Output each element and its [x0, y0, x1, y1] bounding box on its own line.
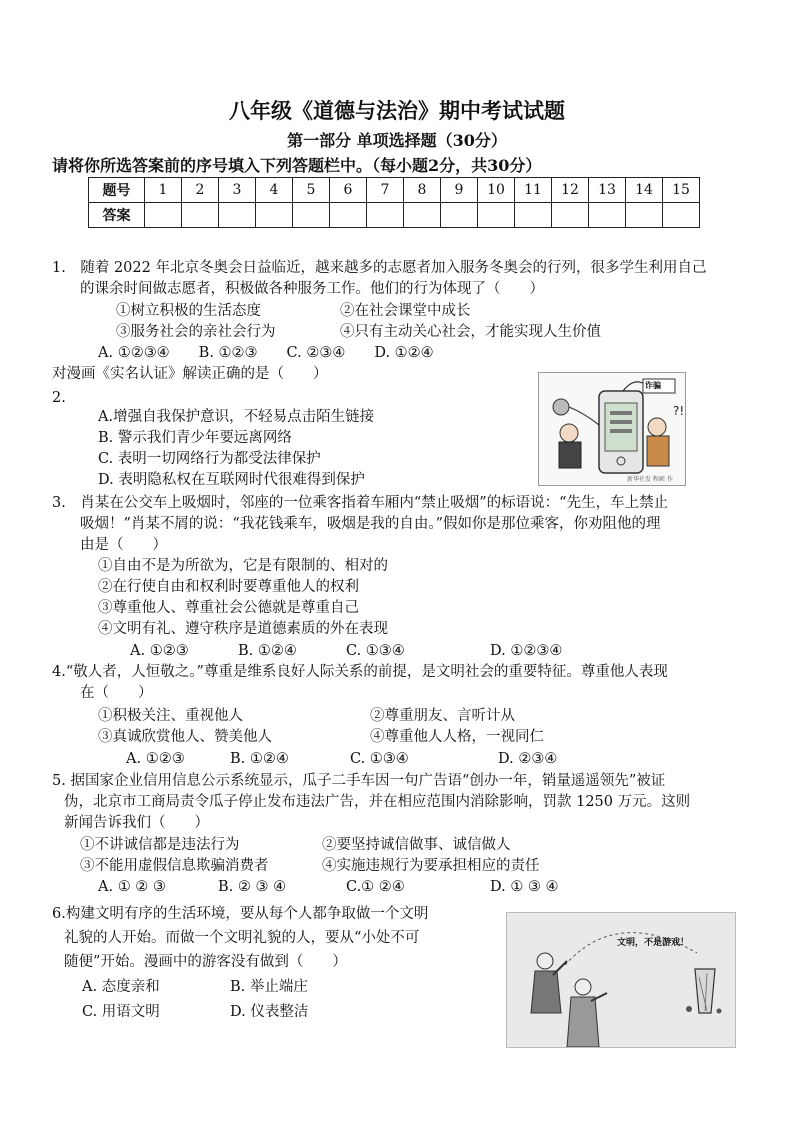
q5-stem-line3: 新闻告诉我们（ ） [64, 815, 209, 831]
q5-option-c: C.① ②④ [346, 879, 405, 895]
q1-choices: A. ①②③④ B. ①②③ C. ②③④ D. ①②④ [98, 345, 434, 361]
answer-cell[interactable] [626, 203, 663, 228]
q4-stem-line1: 4.“敬人者，人恒敬之。”尊重是维系良好人际关系的前提，是文明社会的重要特征。尊重他人表现 [52, 664, 668, 680]
q3-stem-line1: 3. 肖某在公交车上吸烟时，邻座的一位乘客指着车厢内“禁止吸烟”的标语说：“先生，车上禁止 [52, 495, 669, 511]
question-number-cell: 6 [330, 178, 367, 203]
q6-option-b: B. 举止端庄 [230, 979, 308, 995]
page-title: 八年级《道德与法治》期中考试试题 [229, 98, 565, 123]
answer-cell[interactable] [441, 203, 478, 228]
question-number-cell: 4 [256, 178, 293, 203]
answer-cell[interactable] [515, 203, 552, 228]
q4-option-d: D. ②③④ [498, 751, 558, 767]
q6-cartoon-label: 文明，不是游戏！ [617, 938, 690, 948]
q6-option-d: D. 仪表整洁 [230, 1004, 309, 1020]
answer-cell[interactable] [478, 203, 515, 228]
q1-statement-4: ④只有主动关心社会，才能实现人生价值 [340, 324, 601, 340]
q2-cartoon-label: 诈骗 [645, 381, 661, 390]
q3-option-c: C. ①③④ [346, 643, 405, 659]
instruction-text: 请将你所选答案前的序号填入下列答题栏中。（每小题2分，共30分） [52, 156, 542, 175]
q2-cartoon [538, 372, 686, 486]
q2-option-d: D. 表明隐私权在互联网时代很难得到保护 [98, 472, 365, 488]
q5-option-b: B. ② ③ ④ [218, 879, 287, 895]
question-number-cell: 15 [663, 178, 700, 203]
q5-stem-line1: 5. 据国家企业信用信息公示系统显示，瓜子二手车因一句广告语“创办一年，销量遥遥领先”被证 [52, 773, 666, 789]
svg-text:?!: ?! [673, 404, 685, 418]
q2-cartoon-credit: 新华社发 程硕 作 [627, 476, 673, 483]
answer-table-number-head: 题号 [89, 178, 145, 203]
question-number-cell: 11 [515, 178, 552, 203]
question-number-cell: 13 [589, 178, 626, 203]
q3-option-b: B. ①②④ [238, 643, 297, 659]
question-number-cell: 10 [478, 178, 515, 203]
q3-stem-line2: 吸烟！”肖某不屑的说：“我花钱乘车，吸烟是我的自由。”假如你是那位乘客，你劝阻他的理 [80, 516, 661, 532]
q5-statement-3: ③不能用虚假信息欺骗消费者 [80, 858, 269, 874]
q4-option-c: C. ①③④ [350, 751, 409, 767]
q3-statement-4: ④文明有礼、遵守秩序是道德素质的外在表现 [98, 621, 388, 637]
question-number-cell: 2 [182, 178, 219, 203]
q2-option-a: A.增强自我保护意识，不轻易点击陌生链接 [98, 409, 375, 425]
answer-table-answer-row [89, 203, 700, 228]
q1-stem-line2: 的课余时间做志愿者，积极做各种服务工作。他们的行为体现了（ ） [80, 281, 544, 297]
q2-option-c: C. 表明一切网络行为都受法律保护 [98, 451, 321, 467]
q4-option-b: B. ①②④ [230, 751, 289, 767]
q1-stem-line1: 1. 随着 2022 年北京冬奥会日益临近，越来越多的志愿者加入服务冬奥会的行列，很多学生利用自己 [52, 260, 707, 276]
answer-cell[interactable] [663, 203, 700, 228]
answer-cell[interactable] [589, 203, 626, 228]
answer-cell[interactable] [145, 203, 182, 228]
q6-stem-line2: 礼貌的人开始。而做一个文明礼貌的人，要从“小处不可 [64, 930, 420, 946]
q2-stem: 对漫画《实名认证》解读正确的是（ ） [52, 366, 328, 382]
question-number-cell: 7 [367, 178, 404, 203]
q6-option-a: A. 态度亲和 [82, 979, 160, 995]
q5-option-d: D. ① ③ ④ [490, 879, 559, 895]
answer-cell[interactable] [404, 203, 441, 228]
q4-stem-line2: 在（ ） [80, 685, 153, 701]
q5-option-a: A. ① ② ③ [98, 879, 166, 895]
q4-statement-4: ④尊重他人人格，一视同仁 [370, 729, 544, 745]
answer-table-number-row [89, 178, 700, 203]
answer-cell[interactable] [330, 203, 367, 228]
answer-table [88, 177, 700, 228]
q3-statement-1: ①自由不是为所欲为，它是有限制的、相对的 [98, 558, 388, 574]
section-subtitle: 第一部分 单项选择题（30分） [287, 131, 507, 150]
answer-cell[interactable] [219, 203, 256, 228]
q2-number: 2. [52, 390, 66, 406]
q6-option-c: C. 用语文明 [82, 1004, 160, 1020]
q3-statement-2: ②在行使自由和权利时要尊重他人的权利 [98, 579, 359, 595]
q4-option-a: A. ①②③ [126, 751, 185, 767]
answer-cell[interactable] [256, 203, 293, 228]
answer-table-answer-head: 答案 [89, 203, 145, 228]
question-number-cell: 1 [145, 178, 182, 203]
q1-statement-3: ③服务社会的亲社会行为 [116, 324, 276, 340]
q4-statement-2: ②尊重朋友、言听计从 [370, 708, 515, 724]
question-number-cell: 3 [219, 178, 256, 203]
q5-stem-line2: 伪，北京市工商局责令瓜子停止发布违法广告，并在相应范围内消除影响，罚款 1250 万元。这则 [64, 794, 691, 810]
q6-stem-line3: 随便”开始。漫画中的游客没有做到（ ） [64, 954, 347, 970]
q4-statement-3: ③真诚欣赏他人、赞美他人 [98, 729, 272, 745]
q5-statement-2: ②要坚持诚信做事、诚信做人 [322, 837, 511, 853]
question-number-cell: 9 [441, 178, 478, 203]
answer-cell[interactable] [367, 203, 404, 228]
q4-statement-1: ①积极关注、重视他人 [98, 708, 243, 724]
question-number-cell: 12 [552, 178, 589, 203]
q2-option-b: B. 警示我们青少年要远离网络 [98, 430, 292, 446]
q5-statement-1: ①不讲诚信都是违法行为 [80, 837, 240, 853]
answer-cell[interactable] [293, 203, 330, 228]
q6-cartoon [506, 912, 736, 1048]
question-number-cell: 5 [293, 178, 330, 203]
q3-stem-line3: 由是（ ） [80, 537, 167, 553]
q1-statement-1: ①树立积极的生活态度 [116, 303, 261, 319]
question-number-cell: 14 [626, 178, 663, 203]
q3-statement-3: ③尊重他人、尊重社会公德就是尊重自己 [98, 600, 359, 616]
q1-statement-2: ②在社会课堂中成长 [340, 303, 471, 319]
question-number-cell: 8 [404, 178, 441, 203]
q5-statement-4: ④实施违规行为要承担相应的责任 [322, 858, 540, 874]
answer-cell[interactable] [552, 203, 589, 228]
q3-option-a: A. ①②③ [130, 643, 189, 659]
q2-cartoon-drawing [539, 373, 685, 485]
q6-stem-line1: 6.构建文明有序的生活环境，要从每个人都争取做一个文明 [52, 906, 429, 922]
answer-cell[interactable] [182, 203, 219, 228]
q6-cartoon-drawing [507, 913, 735, 1047]
q3-option-d: D. ①②③④ [490, 643, 563, 659]
